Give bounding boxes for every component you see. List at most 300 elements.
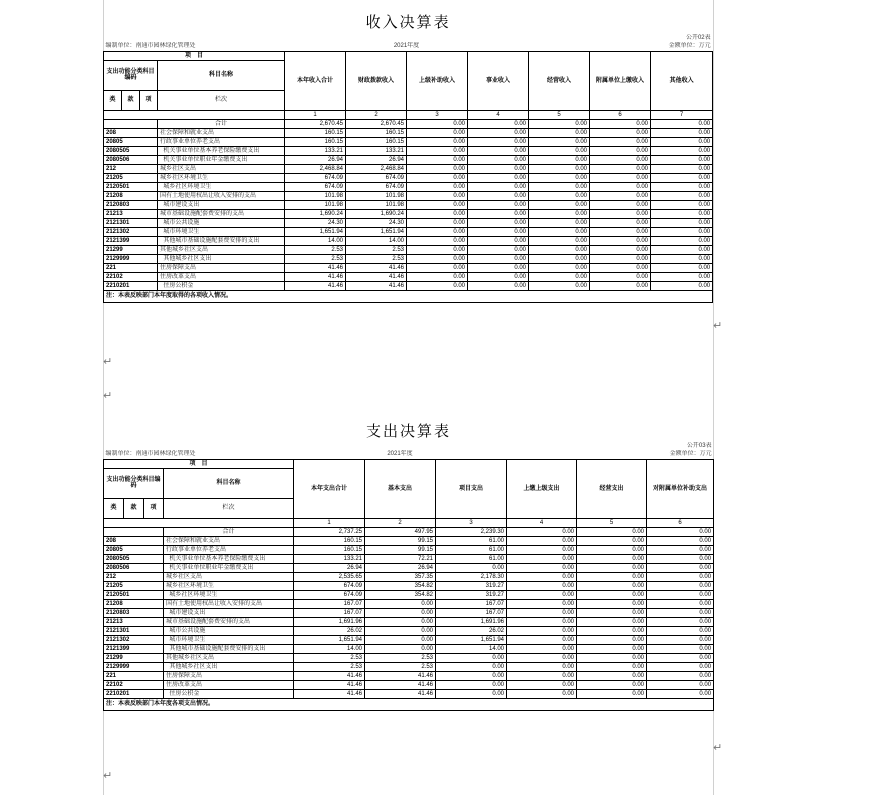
expense-row-code: 21299 — [104, 653, 164, 662]
income-row-value: 41.46 — [346, 263, 407, 272]
income-row-name: 城市环境卫生 — [158, 227, 285, 236]
income-row-value: 0.00 — [651, 200, 713, 209]
expense-name-header: 科目名称 — [164, 468, 294, 498]
expense-row-value: 0.00 — [507, 617, 577, 626]
income-row-value: 0.00 — [407, 245, 468, 254]
table-row — [104, 245, 713, 254]
income-row-value: 2,468.84 — [346, 164, 407, 173]
income-row-value: 0.00 — [651, 272, 713, 281]
expense-project-label: 项 目 — [104, 459, 294, 468]
income-row-value: 0.00 — [529, 218, 590, 227]
income-row-value: 674.09 — [285, 173, 346, 182]
income-row-value: 0.00 — [407, 254, 468, 263]
income-row-value: 2.53 — [285, 245, 346, 254]
expense-row-value: 0.00 — [365, 644, 436, 653]
table-row — [104, 164, 713, 173]
income-row-value: 0.00 — [651, 218, 713, 227]
expense-row-value: 0.00 — [647, 599, 714, 608]
expense-row-value: 0.00 — [647, 626, 714, 635]
expense-row-code: 2120501 — [104, 590, 164, 599]
income-total-label: 合计 — [158, 119, 285, 128]
expense-code-header: 支出功能分类科目编码 — [104, 468, 164, 498]
income-row-value: 0.00 — [468, 164, 529, 173]
income-colnum: 6 — [590, 110, 651, 119]
expense-title: 支出决算表 — [366, 422, 452, 440]
expense-row-name: 住房公积金 — [164, 689, 294, 698]
income-row-value: 0.00 — [407, 209, 468, 218]
income-row-name: 机关事业单位职业年金缴费支出 — [158, 155, 285, 164]
income-row-value: 0.00 — [529, 281, 590, 290]
income-row-value: 26.94 — [346, 155, 407, 164]
expense-row-value: 0.00 — [647, 608, 714, 617]
income-row-value: 0.00 — [407, 191, 468, 200]
income-colnum: 2 — [346, 110, 407, 119]
income-row-value: 101.98 — [346, 191, 407, 200]
income-row-code: 21205 — [104, 173, 158, 182]
income-row-value: 0.00 — [468, 128, 529, 137]
income-row-value: 0.00 — [407, 200, 468, 209]
income-row-value: 160.15 — [346, 137, 407, 146]
income-row-value: 0.00 — [529, 182, 590, 191]
expense-row-code: 2080506 — [104, 563, 164, 572]
expense-row-value: 0.00 — [507, 545, 577, 554]
expense-row-name: 机关事业单位基本养老保险缴费支出 — [164, 554, 294, 563]
income-form-no: 公开02表 — [685, 35, 711, 41]
income-row-code: 212 — [104, 164, 158, 173]
expense-row-value: 1,651.94 — [294, 635, 365, 644]
expense-row-value: 167.07 — [436, 608, 507, 617]
expense-row-value: 0.00 — [577, 608, 647, 617]
income-unit: 编制单位：南通市园林绿化管理处 — [105, 43, 196, 50]
income-row-value: 0.00 — [407, 173, 468, 182]
expense-col-header-3: 项目支出 — [436, 459, 507, 518]
income-row-name: 其他城乡社区支出 — [158, 245, 285, 254]
income-row-value: 0.00 — [529, 173, 590, 182]
expense-row-value: 674.09 — [294, 590, 365, 599]
income-col-header-1: 本年收入合计 — [285, 51, 346, 110]
expense-sub-xiang: 项 — [144, 498, 164, 518]
expense-row-name: 城乡社区支出 — [164, 572, 294, 581]
income-row-value: 0.00 — [407, 182, 468, 191]
income-total-value: 0.00 — [529, 119, 590, 128]
income-colnum-row — [104, 110, 713, 119]
income-row-value: 0.00 — [529, 200, 590, 209]
income-row-value: 0.00 — [529, 245, 590, 254]
income-row-value: 0.00 — [468, 146, 529, 155]
income-row-value: 41.46 — [285, 272, 346, 281]
income-row-value: 0.00 — [590, 245, 651, 254]
income-row-value: 0.00 — [590, 218, 651, 227]
income-row-value: 0.00 — [529, 137, 590, 146]
income-row-value: 0.00 — [529, 146, 590, 155]
income-row-value: 0.00 — [468, 263, 529, 272]
expense-col-header-4: 上缴上级支出 — [507, 459, 577, 518]
income-row-name: 城市建设支出 — [158, 200, 285, 209]
income-row-value: 2.53 — [285, 254, 346, 263]
income-row-value: 0.00 — [468, 236, 529, 245]
income-year: 2021年度 — [393, 43, 420, 50]
income-sub-kuan: 款 — [122, 90, 140, 110]
expense-row-value: 0.00 — [647, 545, 714, 554]
expense-row-value: 0.00 — [436, 563, 507, 572]
income-row-value: 14.00 — [346, 236, 407, 245]
table-row — [104, 137, 713, 146]
income-row-value: 0.00 — [651, 227, 713, 236]
expense-row-value: 2.53 — [294, 653, 365, 662]
expense-row-value: 61.00 — [436, 536, 507, 545]
expense-row-value: 26.94 — [365, 563, 436, 572]
income-row-value: 0.00 — [651, 155, 713, 164]
expense-row-name: 社会保障和就业支出 — [164, 536, 294, 545]
expense-row-value: 0.00 — [507, 563, 577, 572]
expense-table — [103, 420, 714, 711]
income-row-value: 1,651.94 — [346, 227, 407, 236]
income-total-row — [104, 119, 713, 128]
expense-row-code: 21208 — [104, 599, 164, 608]
income-row-value: 0.00 — [651, 173, 713, 182]
expense-row-value: 0.00 — [577, 536, 647, 545]
expense-row-code: 2120803 — [104, 608, 164, 617]
income-row-value: 0.00 — [590, 200, 651, 209]
income-row-value: 41.46 — [285, 281, 346, 290]
income-row-value: 0.00 — [651, 146, 713, 155]
income-row-value: 0.00 — [468, 281, 529, 290]
expense-row-value: 319.27 — [436, 581, 507, 590]
expense-row-name: 城市建设支出 — [164, 608, 294, 617]
table-row — [104, 662, 714, 671]
expense-note-row — [104, 698, 714, 710]
income-total-value: 0.00 — [468, 119, 529, 128]
table-row — [104, 263, 713, 272]
expense-row-value: 0.00 — [577, 572, 647, 581]
expense-row-value: 354.82 — [365, 581, 436, 590]
expense-row-name: 住房保障支出 — [164, 671, 294, 680]
income-row-value: 0.00 — [651, 209, 713, 218]
expense-row-value: 0.00 — [577, 680, 647, 689]
income-total-value: 2,670.45 — [285, 119, 346, 128]
income-row-name: 住房公积金 — [158, 281, 285, 290]
table-row — [104, 545, 714, 554]
expense-row-value: 0.00 — [507, 626, 577, 635]
expense-row-value: 41.46 — [365, 680, 436, 689]
income-row-code: 22102 — [104, 272, 158, 281]
income-sub-lei: 类 — [104, 90, 122, 110]
table-row — [104, 182, 713, 191]
income-colnum: 5 — [529, 110, 590, 119]
expense-total-value: 0.00 — [507, 527, 577, 536]
expense-row-code: 2080505 — [104, 554, 164, 563]
income-row-value: 0.00 — [651, 236, 713, 245]
income-row-name: 机关事业单位基本养老保险缴费支出 — [158, 146, 285, 155]
expense-row-value: 0.00 — [507, 536, 577, 545]
income-row-value: 160.15 — [285, 128, 346, 137]
table-row — [104, 617, 714, 626]
income-row-value: 0.00 — [529, 128, 590, 137]
income-row-value: 0.00 — [590, 191, 651, 200]
income-row-value: 0.00 — [529, 209, 590, 218]
income-lanci-label: 栏次 — [158, 90, 285, 110]
expense-row-value: 0.00 — [647, 590, 714, 599]
expense-row-value: 0.00 — [647, 644, 714, 653]
income-row-value: 0.00 — [468, 200, 529, 209]
expense-row-value: 0.00 — [507, 554, 577, 563]
expense-row-value: 0.00 — [436, 653, 507, 662]
expense-row-value: 0.00 — [507, 590, 577, 599]
expense-row-value: 0.00 — [507, 599, 577, 608]
income-row-value: 0.00 — [407, 146, 468, 155]
income-row-value: 0.00 — [590, 155, 651, 164]
income-total-value: 0.00 — [407, 119, 468, 128]
expense-row-value: 0.00 — [507, 608, 577, 617]
income-row-value: 0.00 — [468, 254, 529, 263]
paragraph-mark: ↵ — [103, 770, 113, 782]
income-row-value: 2.53 — [346, 254, 407, 263]
income-row-value: 0.00 — [468, 173, 529, 182]
income-row-value: 0.00 — [468, 227, 529, 236]
income-row-value: 101.98 — [346, 200, 407, 209]
expense-row-value: 167.07 — [294, 608, 365, 617]
expense-col-header-5: 经营支出 — [577, 459, 647, 518]
expense-total-row — [104, 527, 714, 536]
expense-row-value: 41.46 — [365, 671, 436, 680]
expense-row-value: 99.15 — [365, 536, 436, 545]
income-row-code: 21213 — [104, 209, 158, 218]
expense-form-no: 公开03表 — [686, 443, 712, 449]
expense-colnum: 4 — [507, 518, 577, 527]
income-row-value: 0.00 — [651, 263, 713, 272]
expense-row-value: 319.27 — [436, 590, 507, 599]
expense-row-name: 城市公共设施 — [164, 626, 294, 635]
expense-row-value: 0.00 — [647, 635, 714, 644]
income-row-value: 0.00 — [590, 182, 651, 191]
table-row — [104, 155, 713, 164]
expense-row-value: 0.00 — [647, 653, 714, 662]
expense-row-code: 221 — [104, 671, 164, 680]
table-row — [104, 254, 713, 263]
income-row-value: 24.30 — [285, 218, 346, 227]
income-row-value: 0.00 — [407, 218, 468, 227]
expense-colnum: 1 — [294, 518, 365, 527]
expense-row-value: 2.53 — [294, 662, 365, 671]
expense-total-value: 2,737.25 — [294, 527, 365, 536]
income-row-name: 城乡社区支出 — [158, 164, 285, 173]
expense-colnum-row — [104, 518, 714, 527]
expense-row-value: 41.46 — [294, 671, 365, 680]
table-row — [104, 218, 713, 227]
expense-row-value: 0.00 — [647, 662, 714, 671]
paragraph-mark: ↵ — [713, 742, 723, 754]
expense-row-value: 41.46 — [294, 680, 365, 689]
expense-row-name: 城乡社区环境卫生 — [164, 590, 294, 599]
income-row-value: 0.00 — [651, 281, 713, 290]
income-row-value: 0.00 — [651, 164, 713, 173]
income-row-value: 0.00 — [529, 272, 590, 281]
expense-row-code: 212 — [104, 572, 164, 581]
expense-row-name: 其他城市基础设施配套费安排的支出 — [164, 644, 294, 653]
expense-money-unit: 金额单位：万元 — [669, 451, 712, 458]
income-row-value: 0.00 — [407, 272, 468, 281]
table-row — [104, 272, 713, 281]
income-row-code: 2080505 — [104, 146, 158, 155]
expense-row-value: 0.00 — [647, 572, 714, 581]
table-row — [104, 209, 713, 218]
expense-row-value: 14.00 — [436, 644, 507, 653]
table-row — [104, 671, 714, 680]
income-row-value: 0.00 — [529, 254, 590, 263]
expense-year: 2021年度 — [387, 451, 413, 458]
expense-row-value: 0.00 — [577, 644, 647, 653]
income-sub-xiang: 项 — [140, 90, 158, 110]
income-code-header: 支出功能分类科目编码 — [104, 60, 158, 90]
expense-row-value: 0.00 — [647, 554, 714, 563]
expense-row-value: 167.07 — [294, 599, 365, 608]
income-row-code: 21208 — [104, 191, 158, 200]
income-row-value: 0.00 — [407, 128, 468, 137]
income-row-value: 0.00 — [468, 245, 529, 254]
income-row-code: 2121399 — [104, 236, 158, 245]
table-row — [104, 200, 713, 209]
expense-row-value: 26.02 — [294, 626, 365, 635]
income-colnum: 4 — [468, 110, 529, 119]
expense-row-value: 41.46 — [294, 689, 365, 698]
income-project-label: 项 目 — [104, 51, 285, 60]
income-row-value: 0.00 — [651, 182, 713, 191]
expense-row-name: 其他城乡社区支出 — [164, 662, 294, 671]
expense-row-value: 0.00 — [577, 545, 647, 554]
income-row-value: 0.00 — [407, 164, 468, 173]
income-row-name: 城市基础设施配套费安排的支出 — [158, 209, 285, 218]
income-row-value: 0.00 — [651, 245, 713, 254]
expense-total-value: 0.00 — [647, 527, 714, 536]
expense-row-value: 0.00 — [507, 581, 577, 590]
expense-row-value: 160.15 — [294, 545, 365, 554]
table-row — [104, 227, 713, 236]
expense-row-name: 国有土地使用权出让收入安排的支出 — [164, 599, 294, 608]
income-row-value: 0.00 — [468, 272, 529, 281]
income-row-value: 0.00 — [468, 137, 529, 146]
income-row-code: 2210201 — [104, 281, 158, 290]
expense-row-value: 0.00 — [365, 626, 436, 635]
income-row-code: 221 — [104, 263, 158, 272]
expense-row-value: 0.00 — [436, 662, 507, 671]
expense-col-header-1: 本年支出合计 — [294, 459, 365, 518]
expense-row-code: 2121302 — [104, 635, 164, 644]
expense-row-code: 20805 — [104, 545, 164, 554]
expense-colnum: 5 — [577, 518, 647, 527]
expense-row-value: 26.02 — [436, 626, 507, 635]
table-row — [104, 173, 713, 182]
income-row-value: 0.00 — [468, 182, 529, 191]
expense-row-code: 2121301 — [104, 626, 164, 635]
income-row-code: 20805 — [104, 137, 158, 146]
expense-row-value: 167.07 — [436, 599, 507, 608]
expense-row-value: 0.00 — [577, 626, 647, 635]
expense-note: 注：本表反映部门本年度各项支出情况。 — [104, 698, 714, 710]
table-row — [104, 653, 714, 662]
expense-total-value: 0.00 — [577, 527, 647, 536]
income-row-value: 0.00 — [529, 263, 590, 272]
income-row-value: 160.15 — [346, 128, 407, 137]
income-row-value: 0.00 — [529, 164, 590, 173]
paragraph-mark: ↵ — [103, 390, 113, 402]
income-row-value: 0.00 — [468, 218, 529, 227]
paragraph-mark: ↵ — [103, 356, 113, 368]
income-row-value: 0.00 — [651, 254, 713, 263]
income-row-code: 21299 — [104, 245, 158, 254]
expense-row-value: 0.00 — [577, 617, 647, 626]
expense-col-header-2: 基本支出 — [365, 459, 436, 518]
income-row-value: 0.00 — [590, 173, 651, 182]
income-row-value: 0.00 — [590, 254, 651, 263]
income-note-row — [104, 290, 713, 302]
table-row — [104, 236, 713, 245]
expense-row-value: 61.00 — [436, 545, 507, 554]
income-row-value: 674.09 — [346, 173, 407, 182]
income-row-value: 0.00 — [590, 281, 651, 290]
income-row-value: 0.00 — [590, 137, 651, 146]
expense-row-value: 0.00 — [507, 671, 577, 680]
expense-row-name: 城乡社区环境卫生 — [164, 581, 294, 590]
income-row-value: 26.94 — [285, 155, 346, 164]
expense-row-value: 0.00 — [577, 554, 647, 563]
income-note: 注：本表反映部门本年度取得的各项收入情况。 — [104, 290, 713, 302]
table-row — [104, 644, 714, 653]
income-row-value: 2,468.84 — [285, 164, 346, 173]
table-row — [104, 146, 713, 155]
table-row — [104, 635, 714, 644]
expense-row-value: 0.00 — [577, 653, 647, 662]
income-row-code: 2121302 — [104, 227, 158, 236]
expense-row-value: 0.00 — [365, 608, 436, 617]
expense-row-code: 21213 — [104, 617, 164, 626]
income-row-value: 0.00 — [529, 191, 590, 200]
expense-row-value: 0.00 — [577, 581, 647, 590]
expense-row-value: 14.00 — [294, 644, 365, 653]
expense-total-value: 2,239.30 — [436, 527, 507, 536]
income-row-value: 0.00 — [468, 191, 529, 200]
expense-row-value: 0.00 — [647, 680, 714, 689]
income-row-value: 674.09 — [285, 182, 346, 191]
income-row-value: 14.00 — [285, 236, 346, 245]
income-row-value: 2.53 — [346, 245, 407, 254]
expense-sub-lei: 类 — [104, 498, 124, 518]
expense-row-value: 26.94 — [294, 563, 365, 572]
income-row-code: 2129999 — [104, 254, 158, 263]
table-row — [104, 590, 714, 599]
income-total-value: 0.00 — [651, 119, 713, 128]
income-row-value: 0.00 — [590, 263, 651, 272]
income-col-header-3: 上级补助收入 — [407, 51, 468, 110]
expense-row-value: 160.15 — [294, 536, 365, 545]
expense-row-value: 0.00 — [577, 599, 647, 608]
expense-row-value: 1,691.96 — [294, 617, 365, 626]
income-row-name: 其他城乡社区支出 — [158, 254, 285, 263]
income-colnum: 3 — [407, 110, 468, 119]
expense-colnum: 3 — [436, 518, 507, 527]
income-row-value: 0.00 — [407, 281, 468, 290]
table-row — [104, 608, 714, 617]
income-row-name: 住房改革支出 — [158, 272, 285, 281]
expense-row-value: 2.53 — [365, 662, 436, 671]
income-col-header-7: 其他收入 — [651, 51, 713, 110]
income-row-value: 0.00 — [651, 137, 713, 146]
income-row-value: 0.00 — [590, 236, 651, 245]
expense-row-code: 208 — [104, 536, 164, 545]
expense-colnum: 6 — [647, 518, 714, 527]
table-row — [104, 281, 713, 290]
income-row-name: 住房保障支出 — [158, 263, 285, 272]
income-row-value: 1,651.94 — [285, 227, 346, 236]
